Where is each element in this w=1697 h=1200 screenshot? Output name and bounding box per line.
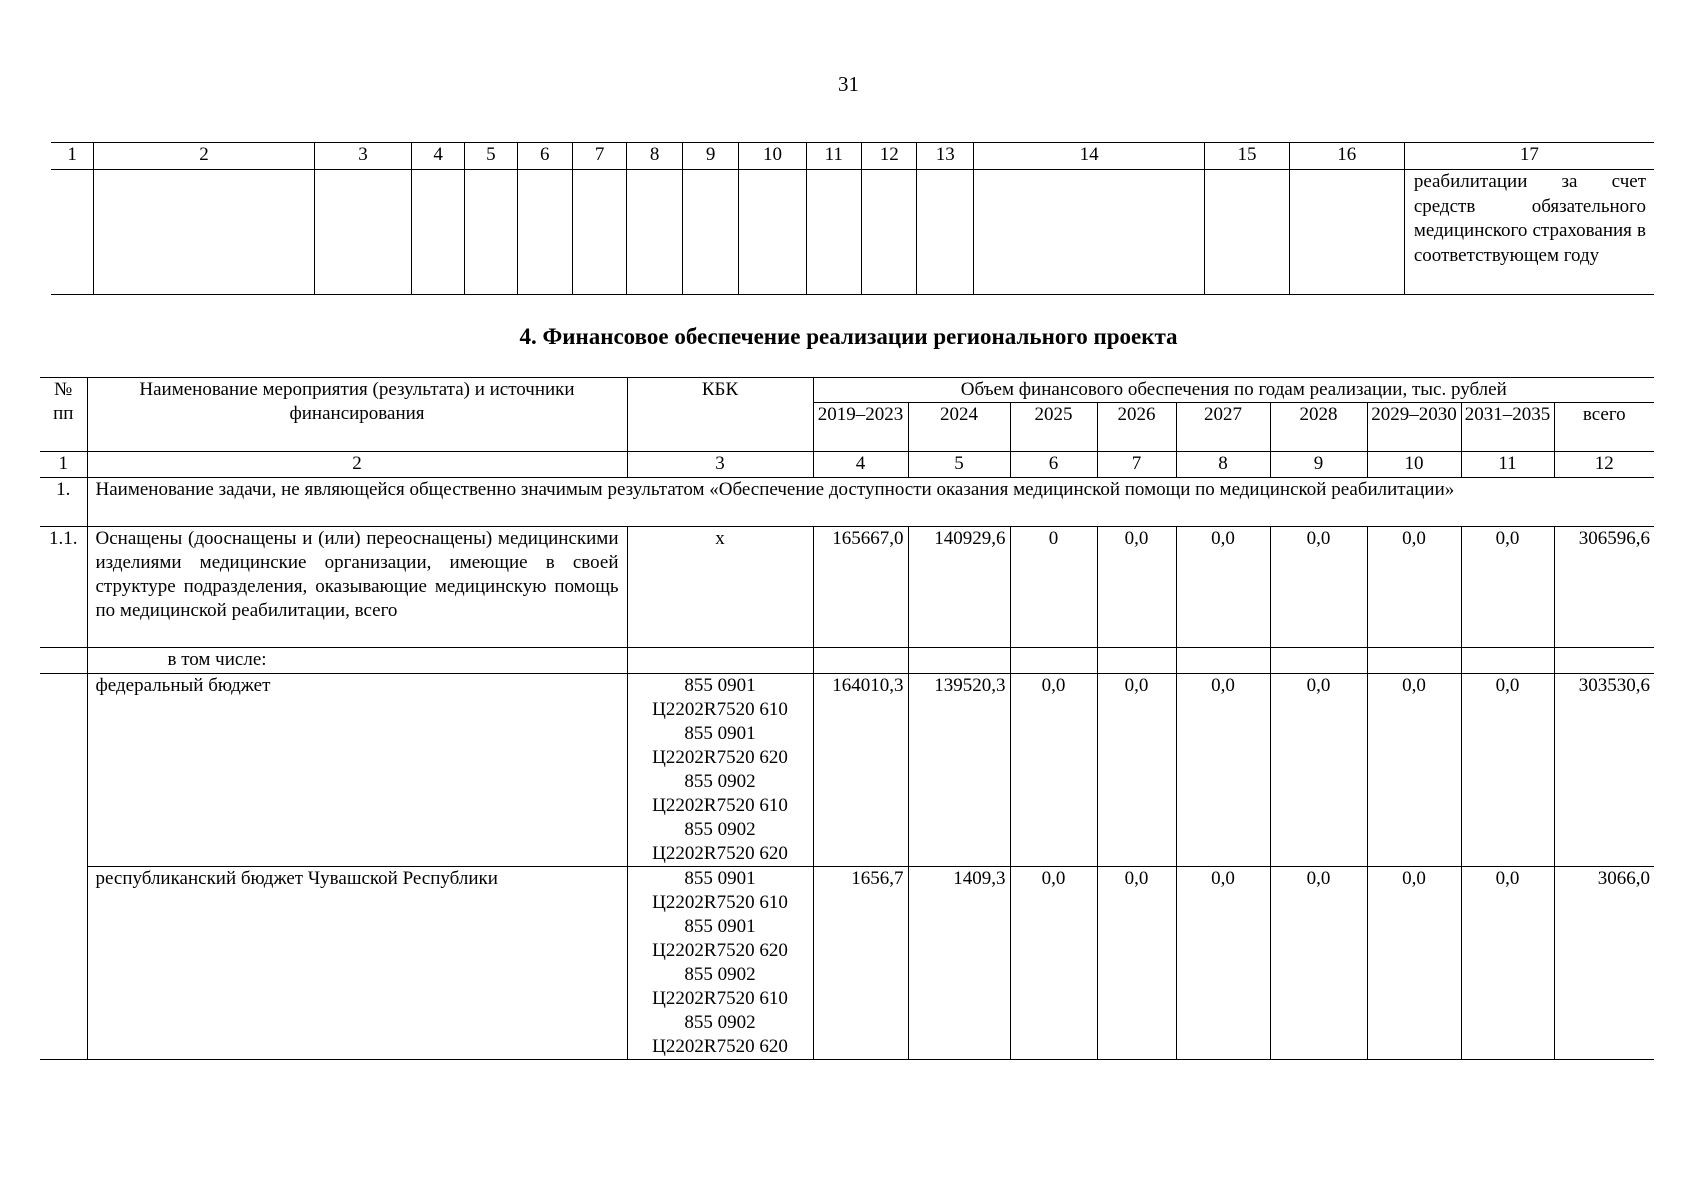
header-name: Наименование мероприятия (результата) и источники финансирования — [87, 378, 627, 452]
value-cell: 0,0 — [1270, 674, 1367, 867]
continuation-header-row — [51, 143, 1654, 170]
value-cell: 3066,0 — [1554, 867, 1654, 1060]
value-cell: 140929,6 — [908, 527, 1010, 648]
table-cell — [517, 170, 572, 295]
table-cell — [572, 170, 626, 295]
col-header: 14 — [973, 143, 1204, 170]
year-header: всего — [1554, 403, 1654, 452]
value-cell — [908, 648, 1010, 674]
col-number: 10 — [1367, 452, 1461, 478]
year-header: 2024 — [908, 403, 1010, 452]
task-number: 1. — [40, 478, 87, 527]
task-text: Наименование задачи, не являющейся общественно значимым результатом «Обеспечение доступности оказания медицинской помощи по медицинской реабилитации» — [87, 478, 1654, 527]
col-header: 5 — [465, 143, 517, 170]
kbk-line: 855 0901 — [684, 868, 756, 889]
col-header: 2 — [94, 143, 315, 170]
header-num: № пп — [40, 378, 87, 452]
col-number: 8 — [1176, 452, 1270, 478]
table-cell — [806, 170, 861, 295]
col-number: 7 — [1097, 452, 1176, 478]
col-number: 4 — [813, 452, 908, 478]
year-header: 2019–2023 — [813, 403, 908, 452]
value-cell — [1554, 648, 1654, 674]
column-number-row — [40, 452, 1654, 478]
value-cell: 0,0 — [1097, 867, 1176, 1060]
kbk-line: 855 0901 — [684, 675, 756, 696]
table-cell — [682, 170, 739, 295]
kbk-line: 855 0902 — [684, 1012, 756, 1033]
kbk-line: 855 0901 — [684, 916, 756, 937]
value-cell: 0,0 — [1176, 674, 1270, 867]
value-cell: 0,0 — [1270, 527, 1367, 648]
row-number — [40, 867, 87, 1060]
header-row-1 — [40, 378, 1654, 403]
value-cell: 164010,3 — [813, 674, 908, 867]
value-cell: 0,0 — [1010, 674, 1097, 867]
row-name: республиканский бюджет Чувашской Республики — [87, 867, 627, 1060]
col-header: 15 — [1205, 143, 1289, 170]
kbk-line: 855 0902 — [684, 771, 756, 792]
row-kbk — [627, 867, 813, 1060]
kbk-line: Ц2202R7520 610 — [652, 892, 788, 913]
value-cell — [1461, 648, 1554, 674]
col-header: 13 — [917, 143, 974, 170]
value-cell — [1270, 648, 1367, 674]
row-name: федеральный бюджет — [87, 674, 627, 867]
kbk-line: Ц2202R7520 610 — [652, 988, 788, 1009]
table-cell — [94, 170, 315, 295]
value-cell: 1656,7 — [813, 867, 908, 1060]
value-cell: 0 — [1010, 527, 1097, 648]
col-header: 7 — [572, 143, 626, 170]
value-cell — [1097, 648, 1176, 674]
col-number: 5 — [908, 452, 1010, 478]
value-cell: 0,0 — [1176, 867, 1270, 1060]
kbk-line: Ц2202R7520 620 — [652, 843, 788, 864]
table-cell — [917, 170, 974, 295]
task-row — [40, 478, 1654, 527]
table-cell — [973, 170, 1204, 295]
kbk-line: 855 0902 — [684, 964, 756, 985]
value-cell — [1010, 648, 1097, 674]
col-number: 2 — [87, 452, 627, 478]
value-cell: 0,0 — [1270, 867, 1367, 1060]
value-cell: 306596,6 — [1554, 527, 1654, 648]
col-header: 17 — [1404, 143, 1654, 170]
table-row — [40, 527, 1654, 648]
year-header: 2025 — [1010, 403, 1097, 452]
col-number: 12 — [1554, 452, 1654, 478]
row-kbk: х — [627, 527, 813, 648]
kbk-line: 855 0901 — [684, 723, 756, 744]
value-cell: 1409,3 — [908, 867, 1010, 1060]
value-cell: 0,0 — [1461, 674, 1554, 867]
header-volume: Объем финансового обеспечения по годам реализации, тыс. рублей — [813, 378, 1654, 403]
col-header: 9 — [682, 143, 739, 170]
col-header: 3 — [314, 143, 411, 170]
col-header: 12 — [861, 143, 916, 170]
value-cell — [1176, 648, 1270, 674]
row-number — [40, 674, 87, 867]
value-cell: 0,0 — [1461, 867, 1554, 1060]
table-row — [40, 674, 1654, 867]
year-header: 2028 — [1270, 403, 1367, 452]
value-cell: 0,0 — [1461, 527, 1554, 648]
col-header: 8 — [627, 143, 682, 170]
row-kbk — [627, 674, 813, 867]
page-number: 31 — [838, 72, 859, 96]
row-number — [40, 648, 87, 674]
table-cell — [465, 170, 517, 295]
value-cell: 0,0 — [1097, 527, 1176, 648]
table-cell — [739, 170, 806, 295]
value-cell: 139520,3 — [908, 674, 1010, 867]
value-cell: 0,0 — [1097, 674, 1176, 867]
continuation-table — [51, 142, 1654, 295]
col-number: 3 — [627, 452, 813, 478]
row-name: Оснащены (дооснащены и (или) переоснащены) медицинскими изделиями медицинские организации, имеющие в своей структуре подразделения, оказывающие медицинскую помощь по медицинской реабилитации, всего — [87, 527, 627, 648]
value-cell: 303530,6 — [1554, 674, 1654, 867]
col-header: 1 — [51, 143, 94, 170]
row-kbk — [627, 648, 813, 674]
value-cell: 0,0 — [1176, 527, 1270, 648]
kbk-line: Ц2202R7520 610 — [652, 795, 788, 816]
col-number: 9 — [1270, 452, 1367, 478]
value-cell — [813, 648, 908, 674]
year-header: 2031–2035 — [1461, 403, 1554, 452]
table-cell — [1205, 170, 1289, 295]
col-header: 16 — [1289, 143, 1404, 170]
table-row — [40, 867, 1654, 1060]
value-cell: 0,0 — [1367, 674, 1461, 867]
finance-table — [40, 377, 1654, 1060]
table-cell — [1289, 170, 1404, 295]
table-cell — [861, 170, 916, 295]
col-number: 1 — [40, 452, 87, 478]
col-header: 6 — [517, 143, 572, 170]
section-title: 4. Финансовое обеспечение реализации регионального проекта — [519, 324, 1178, 349]
year-header: 2027 — [1176, 403, 1270, 452]
value-cell: 0,0 — [1367, 867, 1461, 1060]
year-header: 2026 — [1097, 403, 1176, 452]
value-cell: 0,0 — [1367, 527, 1461, 648]
col-header: 4 — [411, 143, 464, 170]
col-number: 6 — [1010, 452, 1097, 478]
continuation-body-row — [51, 170, 1654, 295]
year-header: 2029–2030 — [1367, 403, 1461, 452]
row-number: 1.1. — [40, 527, 87, 648]
kbk-line: 855 0902 — [684, 819, 756, 840]
table-cell — [411, 170, 464, 295]
table-cell — [314, 170, 411, 295]
table-cell — [627, 170, 682, 295]
table-row — [40, 648, 1654, 674]
value-cell: 0,0 — [1010, 867, 1097, 1060]
header-kbk: КБК — [627, 378, 813, 452]
kbk-line: Ц2202R7520 620 — [652, 747, 788, 768]
kbk-line: Ц2202R7520 620 — [652, 940, 788, 961]
col-header: 10 — [739, 143, 806, 170]
col-header: 11 — [806, 143, 861, 170]
value-cell: 165667,0 — [813, 527, 908, 648]
table-cell — [51, 170, 94, 295]
value-cell — [1367, 648, 1461, 674]
col17-text: реабилитации за счет средств обязательного медицинского страхования в соответствующем году — [1404, 170, 1654, 295]
row-name: в том числе: — [87, 648, 627, 674]
kbk-line: Ц2202R7520 610 — [652, 699, 788, 720]
col-number: 11 — [1461, 452, 1554, 478]
kbk-line: Ц2202R7520 620 — [652, 1036, 788, 1057]
